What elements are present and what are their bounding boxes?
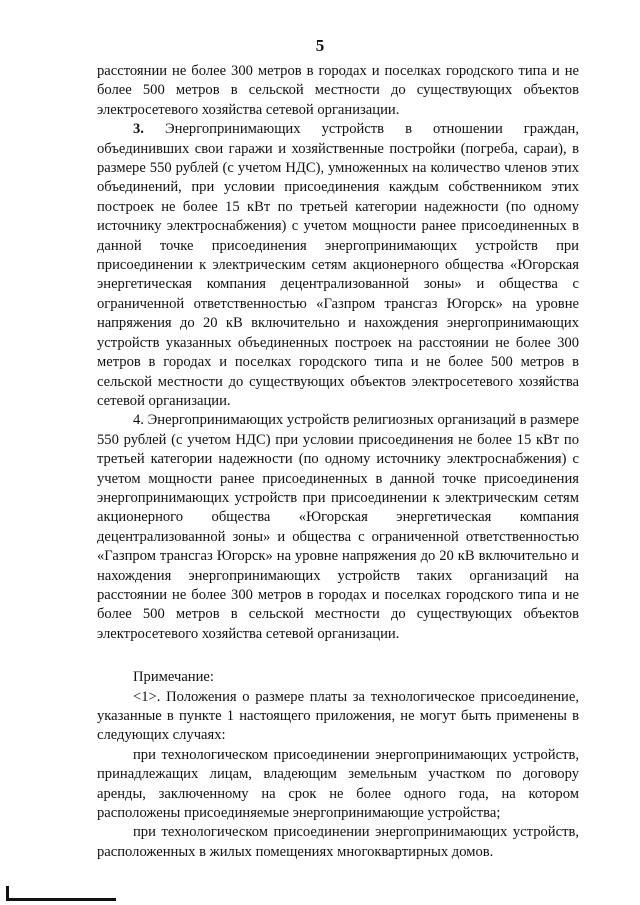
document-body <box>97 62 579 862</box>
page-number: 5 <box>315 36 325 55</box>
note-title: Примечание: <box>133 669 214 686</box>
paragraph-item-4: 4. Энергопринимающих устройств религиозных организаций в размере 550 рублей (с учетом НДС) при условии присоединения не более 15 кВт по третьей категории надежности (по одному источнику электроснабжения) с учетом мощности ранее присоединенных в данной точке присоединения энергопринимающих устройств при присоединении к электрическим сетям акционерного общества «Югорская энергетическая компания децентрализованной зоны» и общества с ограниченной ответственностью «Газпром трансгаз Югорск» на уровне напряжения до 20 кВ включительно и нахождения энергопринимающих устройств таких организаций на расстоянии не более 300 метров в городах и поселках городского типа и не более 500 метров в сельской местности до существующих объектов электросетевого хозяйства сетевой организации. <box>97 412 579 642</box>
paragraph-continuation: расстоянии не более 300 метров в городах и поселках городского типа и не более 500 метров в сельской местности до существующих объектов электросетевого хозяйства сетевой организации. <box>97 63 579 118</box>
item-3-number: 3. <box>133 121 144 138</box>
note-case-2: при технологическом присоединении энергопринимающих устройств, расположенных в жилых помещениях многоквартирных домов. <box>97 824 579 860</box>
item-3-text: Энергопринимающих устройств в отношении граждан, объединивших свои гаражи и хозяйственные постройки (погреба, сараи), в размере 550 рублей (с учетом НДС), умноженных на количество членов этих объединений, при условии присоединения каждым собственником этих построек не более 15 кВт по третьей категории надежности (по одному источнику электроснабжения) с учетом мощности ранее присоединенных в данной точке присоединения энергопринимающих устройств при присоединении к электрическим сетям акционерного общества «Югорская энергетическая компания децентрализованной зоны» и общества с ограниченной ответственностью «Газпром трансгаз Югорск» на уровне напряжения до 20 кВ включительно и нахождения энергопринимающих устройств указанных объединенных построек на расстоянии не более 300 метров в городах и поселках городского типа и не более 500 метров в сельской местности до существующих объектов электросетевого хозяйства сетевой организации. <box>97 121 579 409</box>
note-case-1: при технологическом присоединении энергопринимающих устройств, принадлежащих лицам, владеющим земельным участком по договору аренды, заключенному на срок не более одного года, на котором расположены присоединяемые энергопринимающие устройства; <box>97 746 579 822</box>
scan-margin-line <box>6 898 116 901</box>
note-item-1: <1>. Положения о размере платы за технологическое присоединение, указанные в пункте 1 настоящего приложения, не могут быть применены в следующих случаях: <box>97 688 579 744</box>
paragraph-item-3 <box>97 120 579 411</box>
